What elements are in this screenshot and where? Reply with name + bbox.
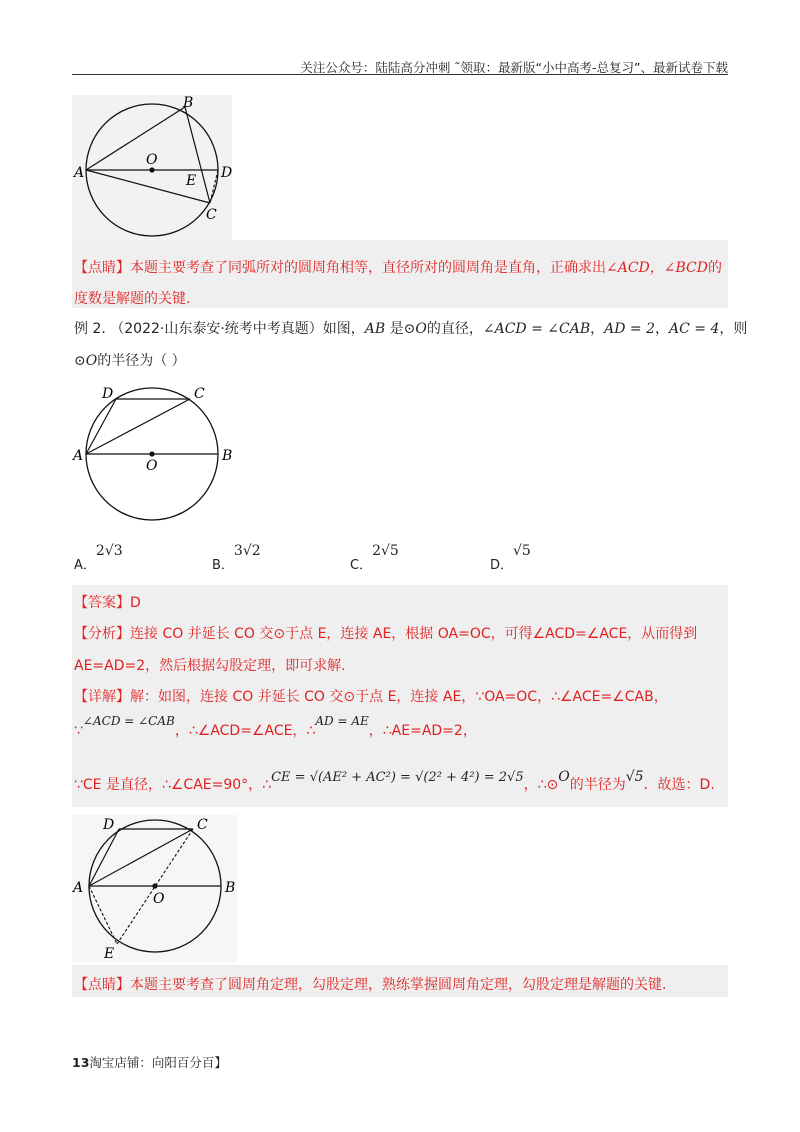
option-c-value: 2√5 (372, 543, 399, 559)
option-a-label: A． (74, 558, 96, 573)
dianjing-1-line-1 (74, 257, 722, 277)
answer-line (74, 592, 141, 612)
detail-text-3: ，∴AE=AD=2， (368, 723, 477, 739)
dianjing-1-line-2: 度数是解题的关键. (74, 291, 191, 307)
answer-value: D (130, 595, 141, 611)
analysis-text-1: 连接 CO 并延长 CO 交⊙于点 E，连接 AE，根据 OA=OC，可得∠ACD=∠ACE，从而得到 (130, 626, 698, 642)
fig1-label-a: A (74, 165, 85, 181)
example-2-line-1 (74, 318, 747, 338)
option-d-label: D． (490, 558, 514, 573)
segment-ab: AB (364, 321, 386, 337)
sep: ， (590, 321, 605, 337)
fig3-label-o: O (153, 891, 165, 907)
option-a[interactable] (74, 540, 123, 573)
fig1-label-e: E (186, 173, 197, 189)
detail-text-4: ∵CE 是直径，∴∠CAE=90°，∴ (74, 777, 272, 793)
figure-2-diagram (72, 378, 242, 528)
fig3-label-b: B (225, 880, 236, 896)
option-b[interactable] (212, 540, 261, 573)
figure-2 (72, 378, 242, 528)
detail-text-1: 解：如图，连接 CO 并延长 CO 交⊙于点 E，连接 AE，∵OA=OC，∴∠ACE=∠CAB， (130, 689, 668, 705)
figure-3 (72, 815, 237, 962)
fig3-label-c: C (197, 817, 208, 833)
fig2-label-c: C (194, 386, 205, 402)
header-divider (72, 74, 728, 75)
example-2-diameter: 的直径， (426, 321, 483, 337)
dianjing-2-line (74, 974, 666, 994)
option-a-value: 2√3 (95, 543, 123, 559)
analysis-tag: 【分析】 (74, 626, 130, 642)
detail-math-1: ∠ACD = ∠CAB (82, 714, 175, 728)
condition-ac: AC = 4 (669, 321, 720, 337)
example-2-line-2 (74, 350, 186, 370)
circle-o: ⊙O (403, 321, 427, 337)
example-2-is: 是 (385, 321, 404, 337)
detail-math-o: O (558, 769, 570, 785)
fig3-label-e: E (104, 946, 115, 962)
option-b-label: B． (212, 558, 234, 573)
option-d[interactable] (490, 540, 531, 573)
because-symbol: ∵ (74, 723, 83, 739)
detail-line-2 (74, 714, 477, 740)
dianjing-1-text-tail: 的 (708, 260, 722, 276)
fig3-label-a: A (73, 880, 84, 896)
fig2-label-d: D (102, 386, 114, 402)
page-number: 13 (72, 1055, 90, 1070)
answer-tag: 【答案】 (74, 595, 130, 611)
option-d-value: √5 (513, 543, 531, 559)
detail-line-1 (74, 686, 668, 706)
angle-bcd: ∠BCD (663, 260, 708, 276)
detail-text-7: ．故选：D. (643, 777, 715, 793)
page-header: 关注公众号：陆陆高分冲刺 ˜领取：最新版“小中高考-总复习”、最新试卷下载 (300, 60, 728, 75)
option-b-value: 3√2 (233, 543, 261, 559)
figure-3-diagram (72, 815, 237, 962)
detail-text-6: 的半径为 (569, 777, 626, 793)
detail-math-ce: CE = √(AE² + AC²) = √(2² + 4²) = 2√5 (271, 770, 524, 785)
circle-o: ⊙O (74, 353, 98, 369)
detail-tag: 【详解】 (74, 689, 130, 705)
dianjing-1-text: 本题主要考查了同弧所对的圆周角相等，直径所对的圆周角是直角，正确求出 (130, 260, 606, 276)
footer-shop-text: 淘宝店铺：向阳百分百】 (89, 1055, 227, 1070)
detail-math-arc: AD = AE (315, 714, 369, 728)
figure-1-diagram (72, 95, 232, 240)
fig2-label-b: B (222, 448, 233, 464)
fig1-label-d: D (221, 165, 232, 181)
option-c-label: C． (350, 558, 373, 573)
example-2-question: 的半径为（ ） (97, 353, 186, 369)
dianjing-2-text: 本题主要考查了圆周角定理，勾股定理，熟练掌握圆周角定理，勾股定理是解题的关键. (130, 977, 667, 993)
condition-ad: AD = 2 (604, 321, 655, 337)
dianjing-2-tag: 【点睛】 (74, 977, 130, 993)
figure-1 (72, 95, 232, 240)
example-2-then: ，则 (719, 321, 748, 337)
page-footer (72, 1053, 227, 1071)
fig1-label-o: O (146, 152, 158, 168)
condition-angle: ∠ACD = ∠CAB (482, 321, 591, 337)
detail-line-3 (74, 769, 715, 794)
option-c[interactable] (350, 540, 399, 573)
angle-acd: ∠ACD， (606, 260, 664, 276)
sep: ， (655, 321, 669, 337)
dianjing-1-tag: 【点睛】 (74, 260, 130, 276)
detail-math-root: √5 (625, 769, 644, 785)
fig3-label-d: D (103, 817, 115, 833)
fig1-label-c: C (206, 207, 217, 223)
detail-text-2: ，∴∠ACD=∠ACE，∴ (174, 723, 316, 739)
fig2-label-o: O (146, 458, 158, 474)
fig2-label-a: A (73, 448, 84, 464)
detail-text-5: ，∴⊙ (523, 777, 559, 793)
analysis-line-2: AE=AD=2，然后根据勾股定理，即可求解. (74, 658, 346, 674)
fig1-label-b: B (183, 95, 194, 111)
example-2-prefix: 例 2. （2022·山东泰安·统考中考真题）如图， (74, 321, 365, 337)
analysis-line-1 (74, 623, 697, 643)
